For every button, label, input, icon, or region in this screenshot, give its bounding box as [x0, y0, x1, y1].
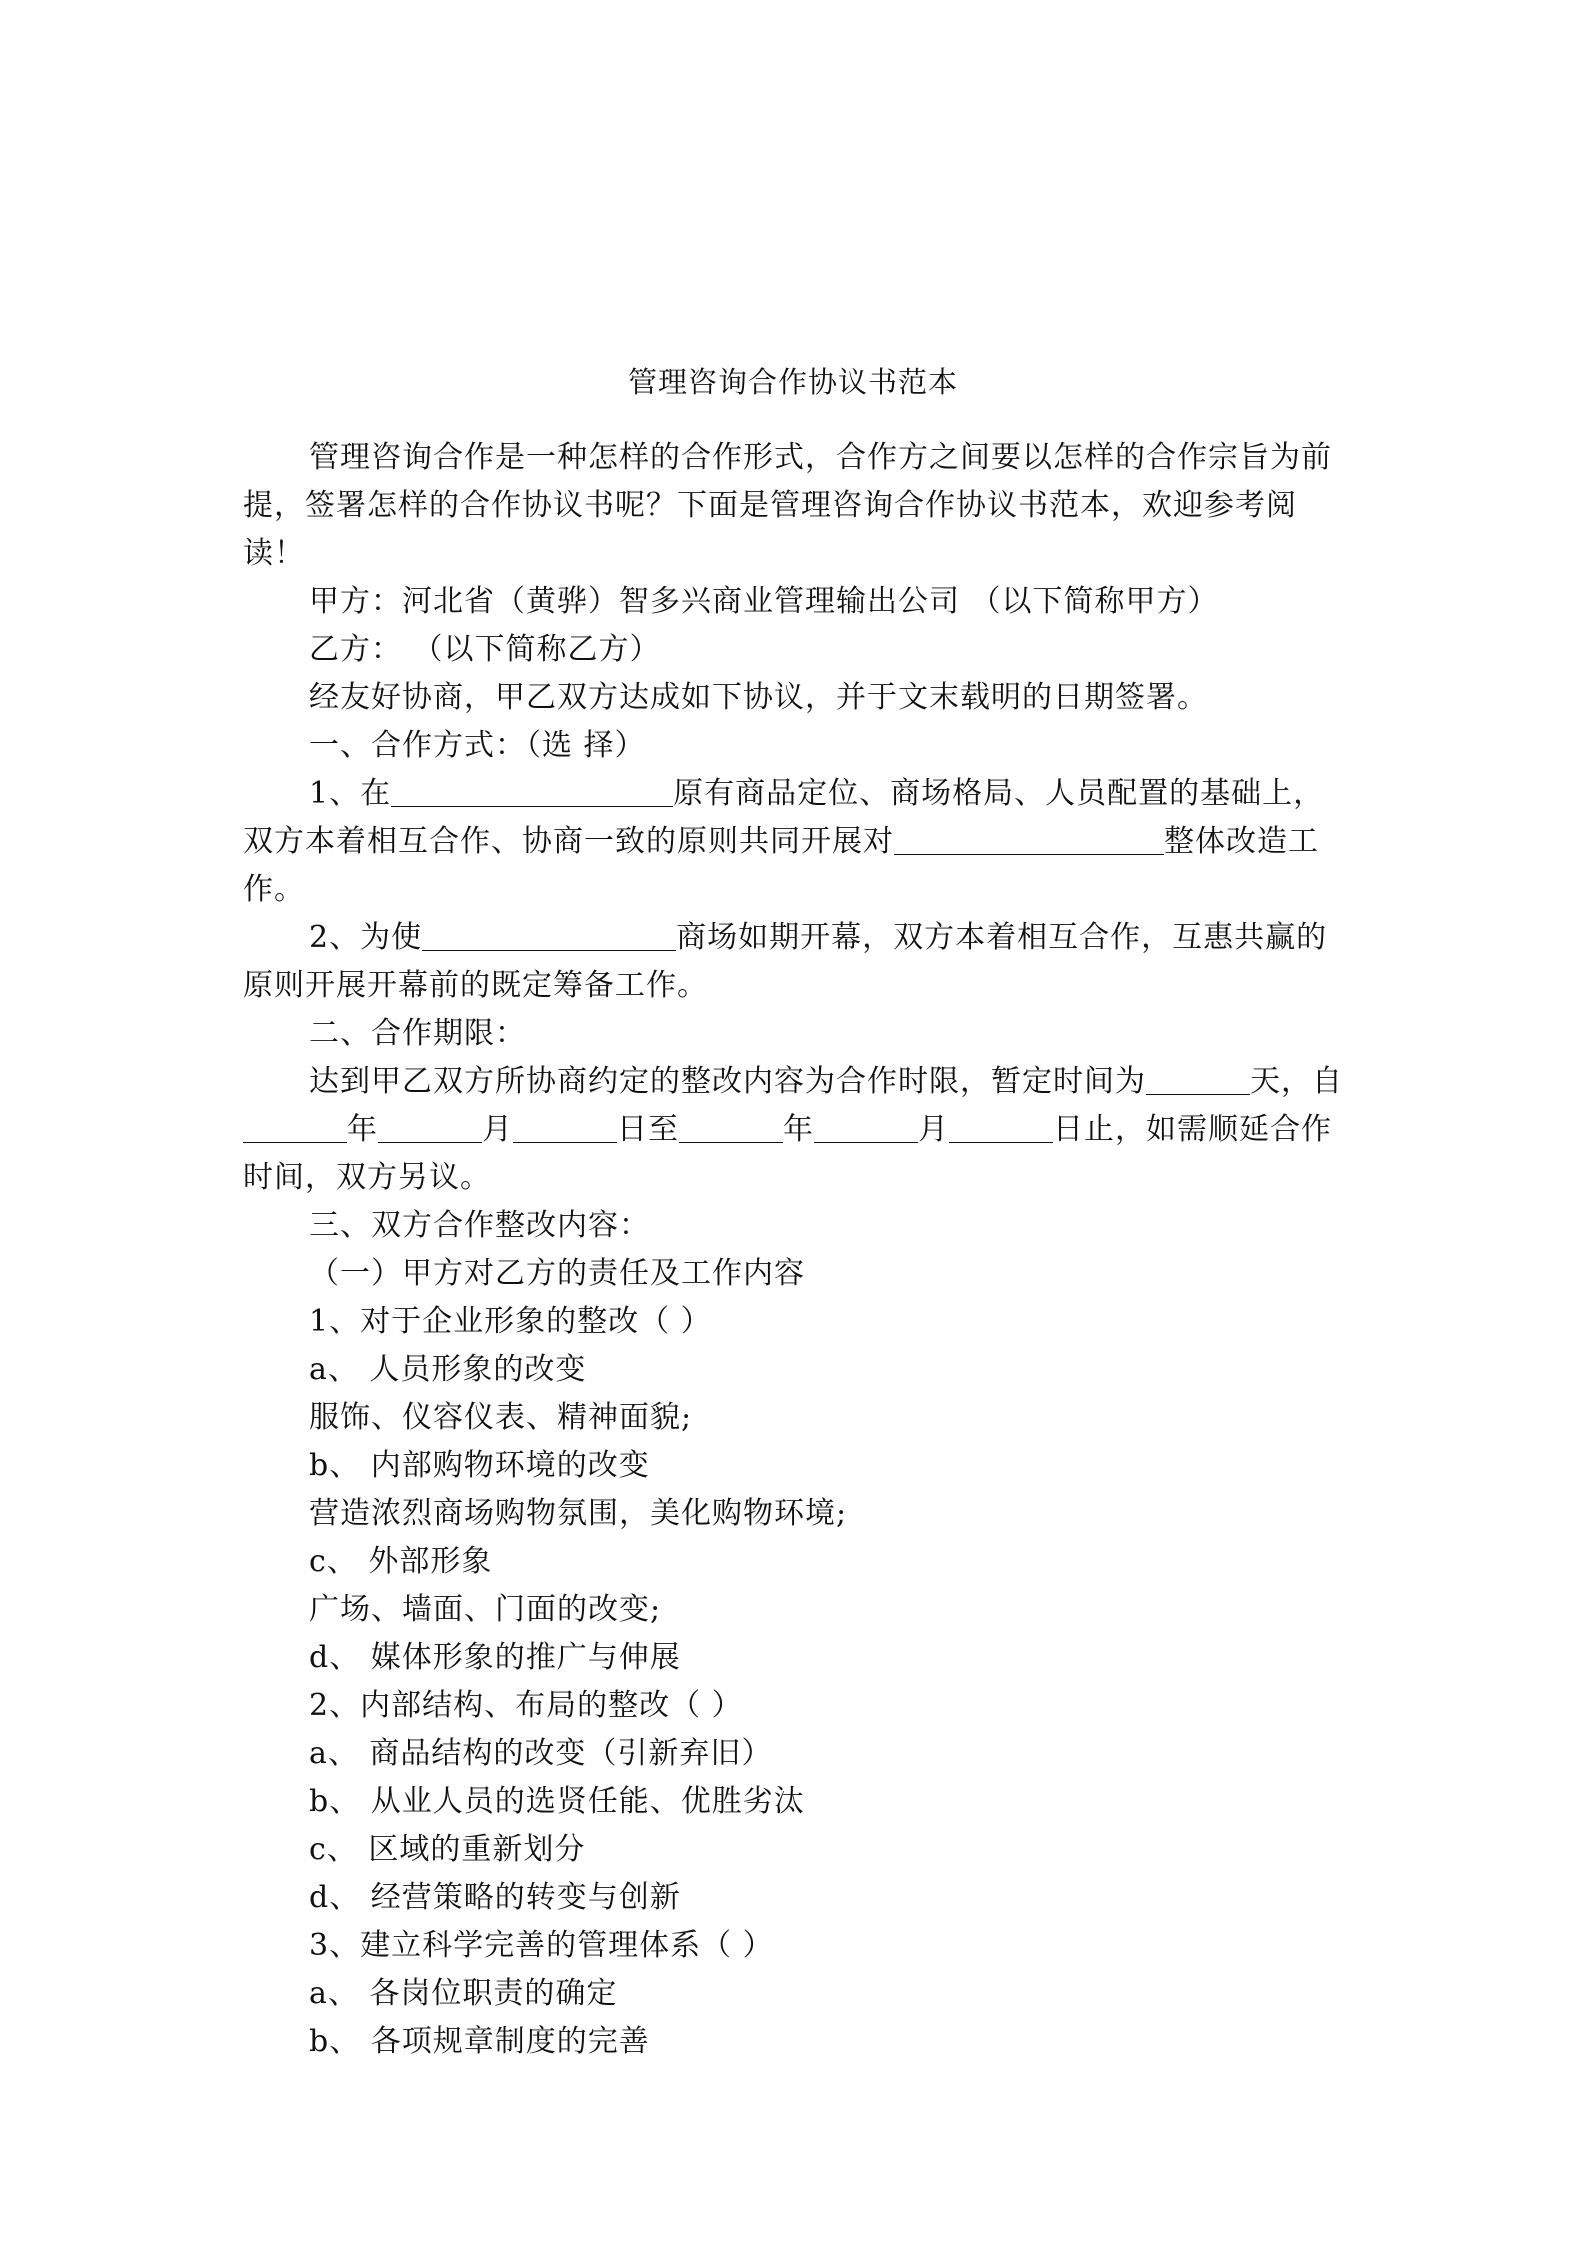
item-2-text-b: 商场如期开幕，双方本着相互合作，互惠共赢的原则开展开幕前的既定筹备工作。	[243, 920, 1328, 1003]
period-text-c: 年	[347, 1112, 378, 1147]
fill-blank[interactable]	[949, 1112, 1053, 1143]
content-line: 2、内部结构、布局的整改（ ）	[309, 1688, 743, 1723]
content-line: a、 商品结构的改变（引新弃旧）	[309, 1736, 773, 1771]
period-text-h: 日止，如需顺延合作时间，双方另议。	[243, 1112, 1332, 1195]
content-line: a、 人员形象的改变	[309, 1352, 587, 1387]
period-text-d: 月	[482, 1112, 513, 1147]
document-title: 管理咨询合作协议书范本	[627, 365, 958, 399]
section-3-title: 三、双方合作整改内容：	[309, 1208, 650, 1243]
fill-blank[interactable]	[894, 824, 1164, 855]
section-2-body	[243, 1058, 1353, 1202]
content-line: 3、建立科学完善的管理体系（ ）	[309, 1928, 774, 1963]
content-line: c、 区域的重新划分	[309, 1832, 586, 1867]
section-1-item-2	[243, 914, 1353, 1010]
fill-blank[interactable]	[391, 776, 673, 807]
fill-blank[interactable]	[814, 1112, 918, 1143]
content-line: b、 各项规章制度的完善	[309, 2024, 650, 2059]
content-line: 1、对于企业形象的整改（ ）	[309, 1304, 712, 1339]
period-text-e: 日至	[617, 1112, 679, 1147]
fill-blank[interactable]	[513, 1112, 617, 1143]
document-body	[243, 434, 1353, 2066]
content-line: b、 内部购物环境的改变	[309, 1448, 650, 1483]
party-a-line: 甲方：河北省（黄骅）智多兴商业管理输出公司 （以下简称甲方）	[309, 584, 1219, 619]
party-b-line: 乙方： （以下简称乙方）	[309, 632, 661, 667]
item-1-text-c: 整体改造工作。	[243, 824, 1319, 907]
period-text-g: 月	[918, 1112, 949, 1147]
content-line: 广场、墙面、门面的改变;	[309, 1592, 662, 1627]
fill-blank[interactable]	[243, 1112, 347, 1143]
content-line: 服饰、仪容仪表、精神面貌;	[309, 1400, 693, 1435]
item-2-text-a: 2、为使	[309, 920, 423, 955]
fill-blank[interactable]	[1146, 1064, 1250, 1095]
content-line: d、 媒体形象的推广与伸展	[309, 1640, 681, 1675]
fill-blank[interactable]	[679, 1112, 783, 1143]
content-line: c、 外部形象	[309, 1544, 493, 1579]
section-2-title: 二、合作期限：	[309, 1016, 526, 1051]
item-1-text-a: 1、在	[309, 776, 392, 811]
section-3-subtitle: （一）甲方对乙方的责任及工作内容	[309, 1256, 805, 1291]
period-text-a: 达到甲乙双方所协商约定的整改内容为合作时限，暂定时间为	[309, 1064, 1146, 1099]
period-text-f: 年	[783, 1112, 814, 1147]
period-text-b: 天，自	[1250, 1064, 1343, 1099]
intro-paragraph: 管理咨询合作是一种怎样的合作形式，合作方之间要以怎样的合作宗旨为前提，签署怎样的合作协议书呢？下面是管理咨询合作协议书范本，欢迎参考阅读！	[243, 440, 1332, 571]
section-1-title: 一、合作方式：（选 择）	[309, 728, 646, 763]
content-line: 营造浓烈商场购物氛围，美化购物环境;	[309, 1496, 848, 1531]
item-1-text-b: 原有商品定位、商场格局、人员配置的基础上，双方本着相互合作、协商一致的原则共同开展对	[243, 776, 1325, 859]
content-line: a、 各岗位职责的确定	[309, 1976, 618, 2011]
fill-blank[interactable]	[378, 1112, 482, 1143]
agreement-line: 经友好协商，甲乙双方达成如下协议，并于文末载明的日期签署。	[309, 680, 1208, 715]
content-line: b、 从业人员的选贤任能、优胜劣汰	[309, 1784, 805, 1819]
fill-blank[interactable]	[422, 920, 676, 951]
content-line: d、 经营策略的转变与创新	[309, 1880, 681, 1915]
section-1-item-1	[243, 770, 1353, 914]
